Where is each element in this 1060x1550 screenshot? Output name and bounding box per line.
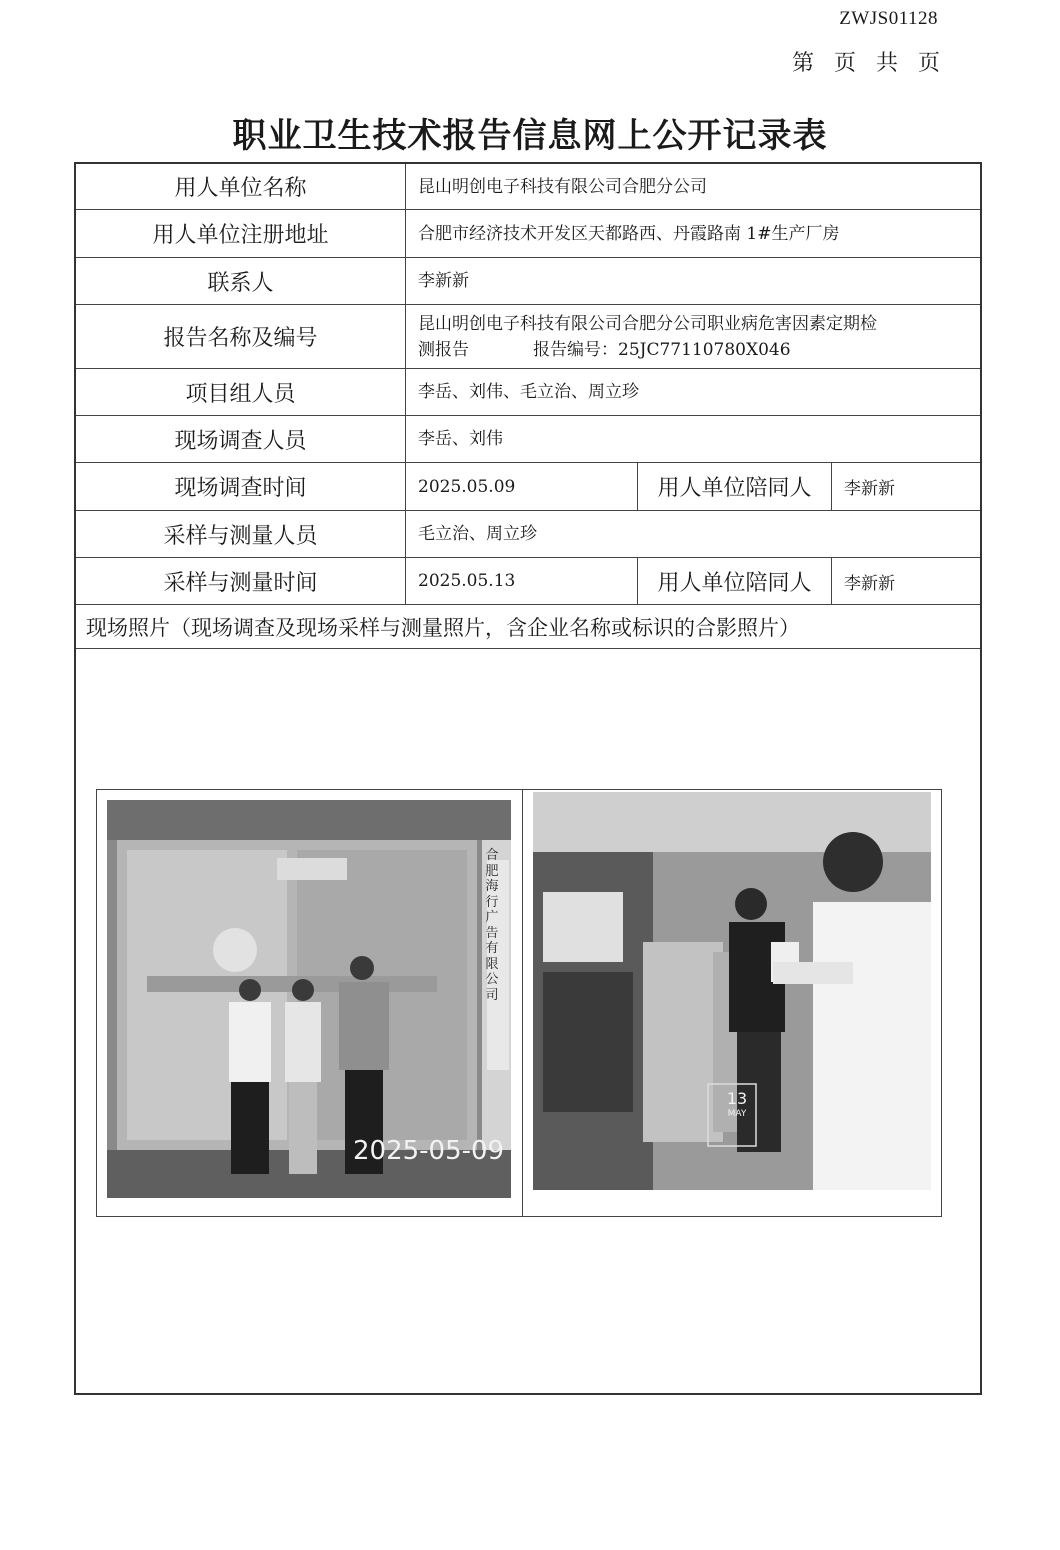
photo-entrance-box	[97, 790, 523, 1216]
survey-staff-value: 李岳、刘伟	[418, 429, 503, 449]
report-label: 报告名称及编号	[76, 305, 406, 368]
employer-name-label: 用人单位名称	[76, 164, 406, 209]
row-employer-name	[76, 164, 980, 210]
survey-staff-label: 现场调查人员	[76, 416, 406, 462]
sampling-time-label: 采样与测量时间	[76, 558, 406, 604]
photo-frame	[96, 789, 942, 1217]
page-unit: 页	[833, 51, 856, 76]
contact-label: 联系人	[76, 258, 406, 304]
sampling-staff-value: 毛立治、周立珍	[418, 524, 537, 544]
photo-workshop-box	[523, 790, 941, 1216]
row-sampling-staff	[76, 511, 980, 558]
report-name-line1: 昆山明创电子科技有限公司合肥分公司职业病危害因素定期检	[418, 313, 877, 334]
sampling-staff-label: 采样与测量人员	[76, 511, 406, 557]
photo-workshop	[533, 792, 931, 1190]
total-label: 共	[875, 51, 898, 76]
report-value	[406, 305, 980, 368]
row-address	[76, 210, 980, 258]
photo-workshop-timestamp	[715, 1090, 759, 1120]
document-code: ZWJS01128	[839, 8, 938, 29]
photo-entrance-timestamp: 2025-05-09	[353, 1136, 505, 1166]
photo-workshop-day: 13	[726, 1089, 748, 1108]
page-info	[772, 46, 940, 77]
employer-name-value: 昆山明创电子科技有限公司合肥分公司	[418, 176, 707, 197]
row-sampling-time	[76, 558, 980, 605]
photo-workshop-month: MAY	[727, 1109, 747, 1119]
report-number: 报告编号：25JC77110780X046	[533, 339, 791, 360]
record-table	[74, 162, 982, 1395]
row-survey-time	[76, 463, 980, 511]
contact-value: 李新新	[418, 271, 469, 291]
sampling-escort-value: 李新新	[844, 573, 895, 594]
address-label: 用人单位注册地址	[76, 210, 406, 257]
page-label: 第	[791, 51, 814, 76]
sampling-time-value: 2025.05.13	[406, 558, 638, 604]
row-contact	[76, 258, 980, 305]
row-report	[76, 305, 980, 369]
sampling-escort-label: 用人单位陪同人	[638, 558, 832, 604]
total-unit: 页	[917, 51, 940, 76]
address-value: 合肥市经济技术开发区天都路西、丹霞路南 1#生产厂房	[418, 223, 840, 244]
page-title: 职业卫生技术报告信息网上公开记录表	[232, 116, 828, 156]
photo-entrance-sign: 合肥海行广告有限公司	[485, 848, 499, 1003]
report-name-line2-text: 测报告	[418, 339, 469, 360]
row-team	[76, 369, 980, 416]
team-label: 项目组人员	[76, 369, 406, 415]
survey-time-label: 现场调查时间	[76, 463, 406, 510]
photo-area	[76, 649, 980, 1393]
survey-escort-value: 李新新	[844, 479, 895, 499]
report-name-line2	[418, 337, 791, 363]
survey-escort-label: 用人单位陪同人	[638, 463, 832, 510]
row-photo-heading	[76, 605, 980, 649]
team-value: 李岳、刘伟、毛立治、周立珍	[418, 382, 639, 402]
photo-heading: 现场照片（现场调查及现场采样与测量照片，含企业名称或标识的合影照片）	[86, 616, 800, 640]
row-survey-staff	[76, 416, 980, 463]
survey-time-value: 2025.05.09	[406, 463, 638, 510]
